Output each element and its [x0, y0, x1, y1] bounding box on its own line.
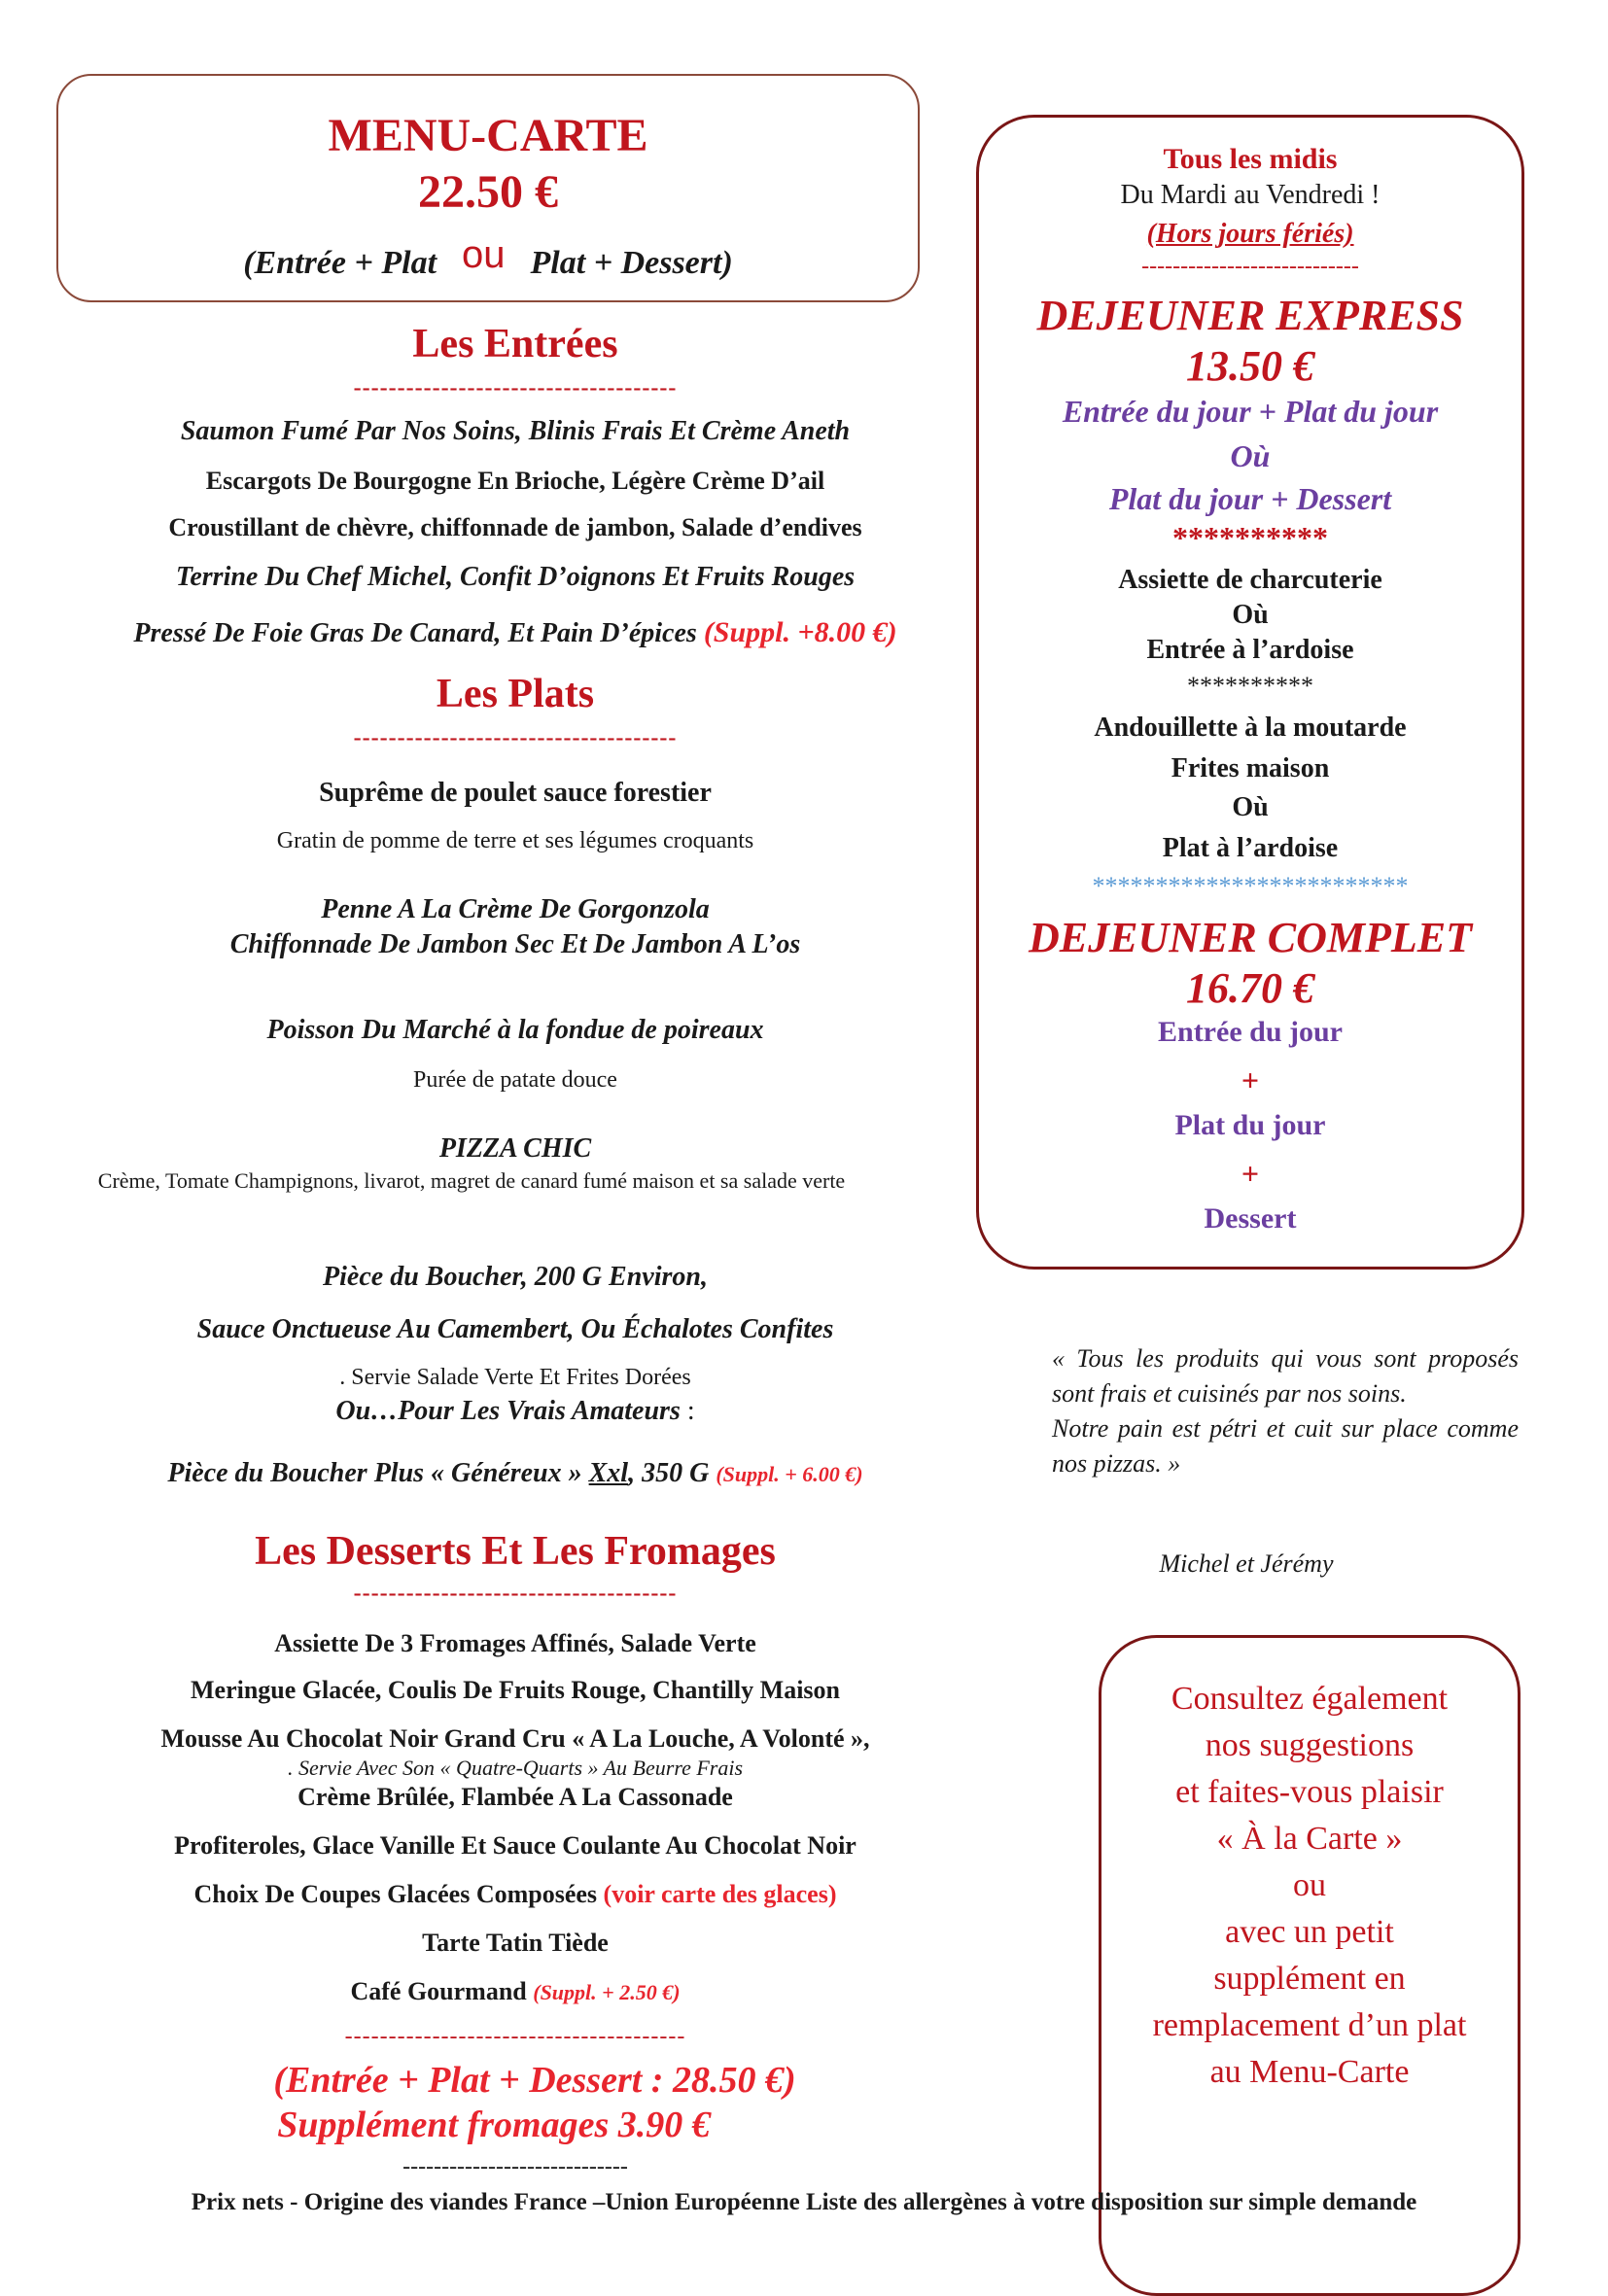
suggestion-line: remplacement d’un plat — [1152, 2007, 1467, 2043]
plat-boucher-xxl — [39, 1458, 992, 1489]
express-title: DEJEUNER EXPRESS — [1036, 292, 1464, 339]
cafe-supp: (Suppl. + 2.50 €) — [533, 1980, 681, 2004]
lunch-heading: Tous les midis — [1163, 143, 1338, 175]
complet-dessert: Dessert — [1204, 1202, 1297, 1235]
plat-poisson: Poisson Du Marché à la fondue de poireaux — [266, 1015, 764, 1045]
amateurs-colon: : — [680, 1396, 695, 1426]
formula-ou: ou — [462, 233, 506, 276]
stars-black: ********** — [1187, 672, 1313, 700]
chef-signature: Michel et Jérémy — [1159, 1549, 1334, 1578]
complet-plus-2: + — [1241, 1156, 1260, 1191]
complet-entree: Entrée du jour — [1158, 1016, 1343, 1048]
formula-left: (Entrée + Plat — [243, 245, 437, 281]
suggestion-line: « À la Carte » — [1216, 1821, 1403, 1857]
suggestion-line: et faites-vous plaisir — [1175, 1774, 1444, 1810]
dessert-profiteroles: Profiteroles, Glace Vanille Et Sauce Coulante Au Chocolat Noir — [174, 1831, 856, 1860]
starter-ou: Où — [1232, 600, 1269, 630]
main-ardoise: Plat à l’ardoise — [1162, 833, 1339, 863]
complet-plat: Plat du jour — [1174, 1109, 1326, 1141]
plat-poisson-side: Purée de patate douce — [413, 1067, 617, 1093]
plat-supreme: Suprême de poulet sauce forestier — [319, 778, 712, 808]
cafe-label: Café Gourmand — [350, 1977, 534, 2005]
menu-carte-title: MENU-CARTE — [328, 110, 648, 161]
express-price: 13.50 € — [1186, 342, 1314, 390]
supplement-fromages: Supplément fromages 3.90 € — [277, 2105, 711, 2145]
desserts-divider-2: --------------------------------------- — [344, 2024, 686, 2049]
stars-blue: ************************* — [1092, 872, 1409, 900]
entrees-divider: ------------------------------------- — [353, 375, 678, 400]
desserts-title: Les Desserts Et Les Fromages — [255, 1529, 776, 1574]
plat-penne-desc: Chiffonnade De Jambon Sec Et De Jambon A L’os — [229, 929, 801, 959]
plat-pizza-desc: Crème, Tomate Champignons, livarot, magret de canard fumé maison et sa salade verte — [97, 1168, 846, 1193]
dessert-mousse-note: . Servie Avec Son « Quatre-Quarts » Au Beurre Frais — [287, 1756, 744, 1780]
coupes-label: Choix De Coupes Glacées Composées — [193, 1880, 604, 1908]
entrees-title: Les Entrées — [412, 322, 618, 366]
plat-boucher-sauce: Sauce Onctueuse Au Camembert, Ou Échalotes Confites — [196, 1314, 834, 1344]
chef-quote — [1052, 1341, 1519, 1481]
plat-penne: Penne A La Crème De Gorgonzola — [321, 894, 710, 924]
plat-boucher: Pièce du Boucher, 200 G Environ, — [323, 1262, 708, 1292]
formule-complete: (Entrée + Plat + Dessert : 28.50 €) — [273, 2060, 796, 2101]
entree-item-foie-gras — [39, 616, 992, 649]
dessert-creme: Crème Brûlée, Flambée A La Cassonade — [297, 1783, 733, 1811]
dessert-fromages: Assiette De 3 Fromages Affinés, Salade Verte — [274, 1629, 756, 1657]
starter-charcuterie: Assiette de charcuterie — [1118, 565, 1382, 595]
dessert-mousse: Mousse Au Chocolat Noir Grand Cru « A La Louche, A Volonté », — [160, 1724, 870, 1753]
footer-notice: Prix nets - Origine des viandes France –Union Européenne Liste des allergènes à votre disposition sur simple demande — [191, 2189, 1417, 2215]
plats-title: Les Plats — [436, 672, 595, 716]
main-ou: Où — [1232, 792, 1269, 822]
quote-line-1: « Tous les produits qui vous sont proposés sont frais et cuisinés par nos soins. — [1052, 1344, 1519, 1408]
quote-line-2: Notre pain est pétri et cuit sur place comme nos pizzas. » — [1052, 1414, 1519, 1478]
lunch-days: Du Mardi au Vendredi ! — [1120, 180, 1381, 210]
dessert-tatin: Tarte Tatin Tiède — [422, 1929, 609, 1957]
express-option-1: Entrée du jour + Plat du jour — [1062, 394, 1439, 429]
complet-price: 16.70 € — [1186, 964, 1314, 1012]
express-ou: Où — [1230, 438, 1271, 473]
suggestion-line: Consultez également — [1171, 1681, 1449, 1717]
foie-gras-label: Pressé De Foie Gras De Canard, Et Pain D’épices — [133, 618, 704, 648]
suggestion-line: au Menu-Carte — [1209, 2054, 1410, 2090]
complet-plus-1: + — [1241, 1062, 1260, 1097]
coupes-note: (voir carte des glaces) — [603, 1880, 837, 1908]
express-option-2: Plat du jour + Dessert — [1108, 481, 1392, 516]
xxl-label-b: Xxl — [588, 1458, 629, 1488]
plat-supreme-side: Gratin de pomme de terre et ses légumes croquants — [276, 828, 754, 853]
suggestion-line: avec un petit — [1225, 1914, 1394, 1950]
starter-ardoise: Entrée à l’ardoise — [1146, 635, 1354, 665]
dessert-meringue: Meringue Glacée, Coulis De Fruits Rouge, Chantilly Maison — [190, 1676, 840, 1704]
main-frites: Frites maison — [1171, 753, 1330, 783]
formula-right: Plat + Dessert) — [530, 245, 733, 281]
desserts-divider-3: ----------------------------- — [402, 2154, 628, 2179]
left-column — [39, 0, 992, 2274]
lunch-holidays: (Hors jours fériés) — [1146, 219, 1354, 249]
plat-boucher-amateurs — [39, 1396, 992, 1427]
suggestion-line: ou — [1293, 1867, 1326, 1903]
dessert-coupes — [39, 1880, 992, 1909]
xxl-supp: (Suppl. + 6.00 €) — [716, 1462, 863, 1486]
dessert-cafe — [39, 1977, 992, 2006]
foie-gras-supp: (Suppl. +8.00 €) — [703, 616, 897, 648]
entree-item: Escargots De Bourgogne En Brioche, Légère Crème D’ail — [205, 467, 825, 495]
amateurs-label: Ou…Pour Les Vrais Amateurs — [335, 1396, 681, 1426]
main-andouillette: Andouillette à la moutarde — [1094, 713, 1407, 743]
xxl-label-c: , 350 G — [628, 1458, 717, 1488]
stars-red: ********** — [1172, 520, 1328, 555]
xxl-label-a: Pièce du Boucher Plus « Généreux » — [167, 1458, 589, 1488]
lunch-divider: ---------------------------- — [1141, 254, 1359, 279]
lunch-offer-box — [976, 115, 1524, 1270]
plat-pizza: PIZZA CHIC — [438, 1133, 592, 1164]
entree-item: Terrine Du Chef Michel, Confit D’oignons Et Fruits Rouges — [175, 562, 856, 592]
desserts-divider: ------------------------------------- — [353, 1581, 678, 1606]
suggestion-line: nos suggestions — [1205, 1727, 1415, 1763]
menu-carte-price: 22.50 € — [418, 166, 558, 218]
entree-item: Croustillant de chèvre, chiffonnade de jambon, Salade d’endives — [168, 513, 862, 541]
plat-boucher-side: . Servie Salade Verte Et Frites Dorées — [339, 1365, 691, 1390]
plats-divider: ------------------------------------- — [353, 725, 678, 750]
complet-title: DEJEUNER COMPLET — [1029, 914, 1472, 961]
suggestion-line: supplément en — [1213, 1961, 1406, 1997]
entree-item: Saumon Fumé Par Nos Soins, Blinis Frais Et Crème Aneth — [180, 416, 851, 446]
